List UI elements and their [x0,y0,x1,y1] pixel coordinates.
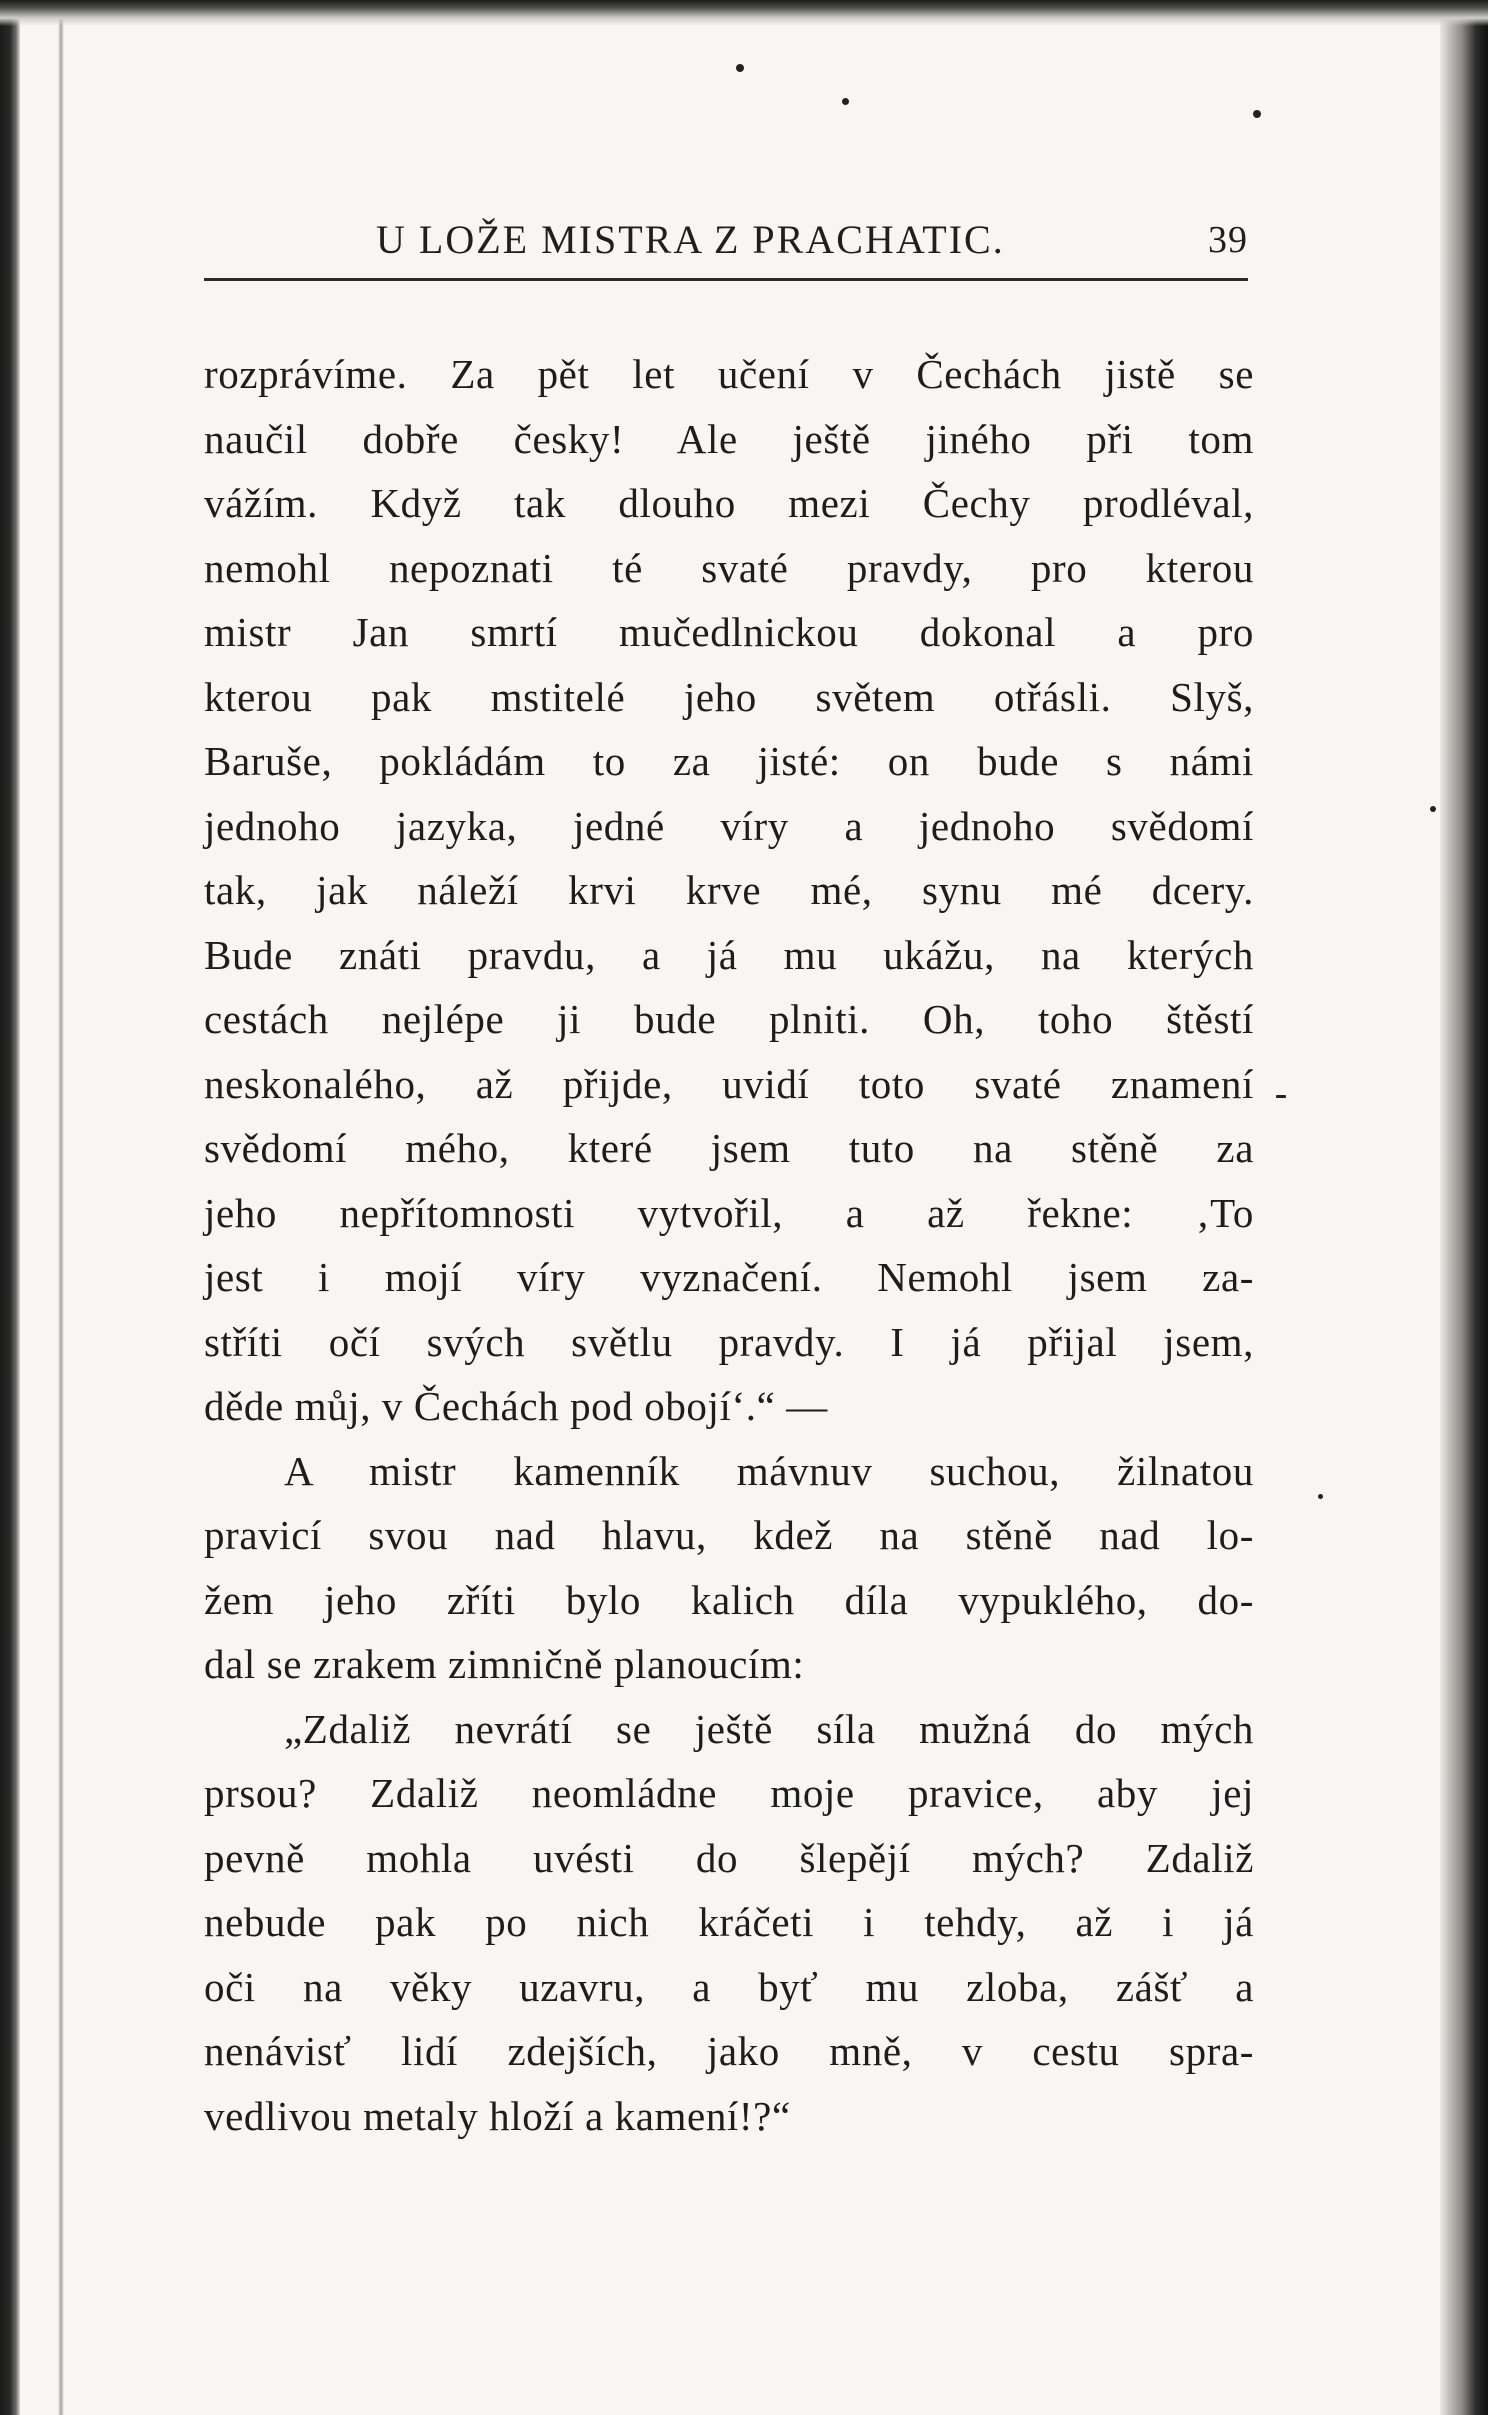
text-line: rozprávíme. Za pět let učení v Čechách jistě se [204,351,1254,397]
scan-speck [1276,1095,1286,1098]
text-line: naučil dobře česky! Ale ještě jiného při tom [204,415,1254,462]
text-line: Bude znáti pravdu, a já mu ukážu, na kterých [204,931,1254,978]
header-rule [204,278,1248,281]
text-line: pravicí svou nad hlavu, kdež na stěně nad lo- [204,1512,1254,1558]
scan-edge-right [1440,0,1488,2415]
text-line: Baruše, pokládám to za jisté: on bude s námi [204,738,1254,784]
text-line: kterou pak mstitelé jeho světem otřásli. Slyš, [204,673,1254,720]
text-line: jednoho jazyka, jedné víry a jednoho svědomí [204,802,1254,849]
text-line: mistr Jan smrtí mučedlnickou dokonal a pro [204,609,1254,655]
text-line: jeho nepřítomnosti vytvořil, a až řekne: ‚To [204,1189,1254,1236]
text-line: vážím. Když tak dlouho mezi Čechy prodléval, [204,480,1254,526]
text-line: nemohl nepoznati té svaté pravdy, pro kterou [204,544,1254,591]
text-line: prsou? Zdaliž neomládne moje pravice, aby jej [204,1770,1254,1816]
scan-edge-left [0,0,20,2415]
text-line: vedlivou metaly hloží a kamení!?“ [204,2092,791,2139]
scan-speck [736,64,744,72]
scan-speck [842,98,849,105]
running-header [204,212,1248,268]
text-line: nebude pak po nich kráčeti i tehdy, až i já [204,1899,1254,1945]
text-line: nenávisť lidí zdejších, jako mně, v cestu spra- [204,2028,1254,2074]
page-number: 39 [1208,219,1248,261]
text-line: děde můj, v Čechách pod obojí‘.“ — [204,1383,828,1429]
text-line: tak, jak náleží krvi krve mé, synu mé dcery. [204,867,1254,913]
text-line: cestách nejlépe ji bude plniti. Oh, toho štěstí [204,996,1254,1042]
text-line: pevně mohla uvésti do šlepějí mých? Zdaliž [204,1834,1254,1881]
scan-speck [1430,806,1436,812]
scan-speck [1253,110,1261,118]
text-line: svědomí mého, které jsem tuto na stěně za [204,1125,1254,1171]
paragraph-first-line: A mistr kamenník mávnuv suchou, žilnatou [284,1447,1254,1494]
scan-speck [1318,1494,1323,1499]
scan-edge-top [0,0,1488,26]
body-text [204,342,1254,2148]
text-line: oči na věky uzavru, a byť mu zloba, zášť a [204,1963,1254,2010]
running-header-title: U LOŽE MISTRA Z PRACHATIC. [376,217,1005,262]
text-line: jest i mojí víry vyznačení. Nemohl jsem za- [204,1254,1254,1300]
text-line: stříti očí svých světlu pravdy. I já přijal jsem, [204,1318,1254,1365]
text-line: dal se zrakem zimničně planoucím: [204,1641,805,1687]
paragraph-first-line: „Zdaliž nevrátí se ještě síla mužná do mých [284,1705,1254,1752]
text-line: neskonalého, až přijde, uvidí toto svaté znamení [204,1060,1254,1107]
page-gutter-shadow [58,0,64,2415]
text-line: žem jeho zříti bylo kalich díla vypuklého, do- [204,1576,1254,1623]
